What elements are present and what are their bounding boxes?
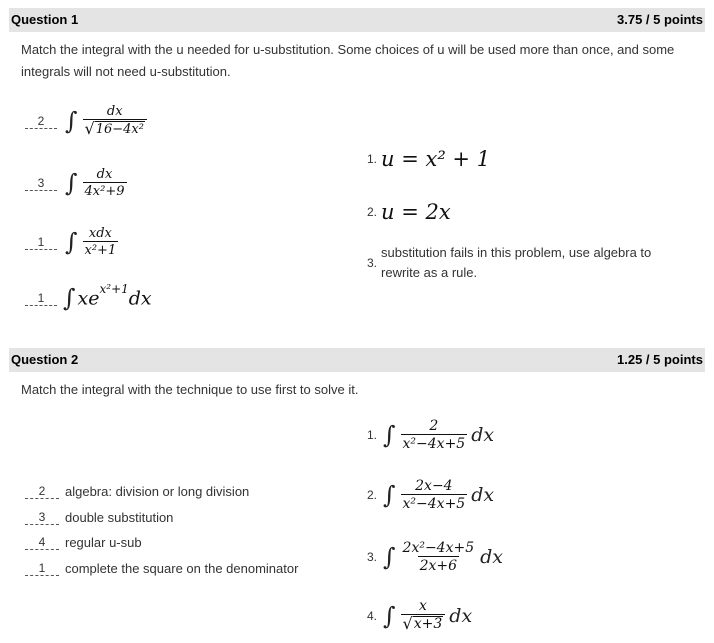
question-title: Question 2 — [11, 352, 79, 367]
integral-sign: ∫ — [63, 284, 76, 312]
fraction — [83, 167, 127, 199]
technique-label: double substitution — [65, 510, 174, 525]
option-number: 2. — [367, 488, 378, 502]
denominator: x²−4x+5 — [402, 496, 466, 512]
q2-integral-3 — [367, 540, 503, 574]
numerator: 2 — [429, 418, 439, 434]
numerator: dx — [106, 104, 123, 119]
option-number: 1. — [367, 428, 378, 442]
technique-label: complete the square on the denominator — [65, 561, 299, 576]
denominator: x²−4x+5 — [402, 436, 466, 452]
differential: dx — [449, 604, 473, 627]
q2-integral-4 — [367, 598, 472, 633]
option-number: 3. — [367, 256, 378, 270]
denominator: 4x²+9 — [84, 184, 125, 199]
denominator: x²+1 — [84, 243, 117, 258]
answer-blank[interactable]: 1 — [25, 235, 57, 250]
q2-technique-3 — [25, 535, 142, 550]
numerator: xdx — [88, 226, 112, 241]
q1-integral-3 — [25, 226, 118, 258]
question-1-prompt: Match the integral with the u needed for u-substitution. Some choices of u will be used more than once, and some integrals will not need u-substitution. — [21, 42, 675, 79]
denominator: √ 16−4x² — [83, 119, 147, 138]
option-number: 2. — [367, 205, 378, 219]
numerator: 2x²−4x+5 — [402, 540, 475, 556]
option-number: 4. — [367, 608, 378, 623]
answer-blank[interactable]: 4 — [25, 535, 59, 550]
integral-sign: ∫ — [65, 228, 78, 256]
q2-technique-4 — [25, 561, 298, 576]
fraction — [401, 418, 468, 452]
integral-sign: ∫ — [383, 543, 396, 571]
option-number: 3. — [367, 550, 378, 564]
option-number: 1. — [367, 152, 378, 166]
q2-technique-1 — [25, 484, 249, 499]
radicand: 16−4x² — [95, 122, 144, 137]
question-2-prompt: Match the integral with the technique to use first to solve it. — [21, 382, 359, 397]
question-points: 1.25 / 5 points — [617, 352, 703, 367]
question-title: Question 1 — [11, 12, 79, 27]
integrand — [77, 282, 152, 310]
denominator: √ x+3 — [401, 614, 446, 633]
fraction — [401, 540, 477, 574]
q1-integral-2 — [25, 167, 127, 199]
integral-sign: ∫ — [383, 421, 396, 449]
option-text: u = 2x — [381, 200, 451, 224]
answer-blank[interactable]: 2 — [25, 114, 57, 129]
denominator: 2x+6 — [419, 558, 458, 574]
answer-blank[interactable]: 1 — [25, 291, 57, 306]
answer-blank[interactable]: 2 — [25, 484, 59, 499]
q1-option-3 — [367, 243, 691, 283]
option-text: u = x² + 1 — [381, 147, 491, 171]
answer-blank[interactable]: 1 — [25, 561, 59, 576]
differential: dx — [480, 546, 504, 568]
differential: dx — [128, 287, 152, 310]
fraction — [401, 598, 446, 633]
technique-label: algebra: division or long division — [65, 484, 250, 499]
q1-option-2 — [367, 200, 451, 224]
differential: dx — [471, 424, 495, 446]
radicand: x+3 — [413, 616, 443, 632]
question-points: 3.75 / 5 points — [617, 12, 703, 27]
integral-sign: ∫ — [383, 481, 396, 509]
base: xe — [77, 287, 100, 310]
integral-sign: ∫ — [383, 601, 396, 630]
option-text: substitution fails in this problem, use algebra to rewrite as a rule. — [381, 245, 652, 280]
q1-option-1 — [367, 147, 490, 171]
numerator: 2x−4 — [415, 478, 453, 494]
q2-integral-2 — [367, 478, 494, 512]
integral-sign: ∫ — [65, 107, 78, 135]
fraction — [401, 478, 468, 512]
question-2-header — [9, 348, 705, 372]
answer-blank[interactable]: 3 — [25, 510, 59, 525]
exponent: x²+1 — [99, 282, 129, 297]
differential: dx — [471, 484, 495, 506]
numerator: x — [418, 598, 427, 614]
q2-technique-2 — [25, 510, 173, 525]
answer-blank[interactable]: 3 — [25, 176, 57, 191]
fraction — [83, 226, 119, 258]
fraction — [83, 104, 147, 138]
numerator: dx — [96, 167, 113, 182]
q2-integral-1 — [367, 418, 494, 452]
technique-label: regular u-sub — [65, 535, 142, 550]
q1-integral-1 — [25, 104, 147, 138]
q1-integral-4 — [25, 282, 152, 312]
integral-sign: ∫ — [65, 169, 78, 197]
question-1-header — [9, 8, 705, 32]
